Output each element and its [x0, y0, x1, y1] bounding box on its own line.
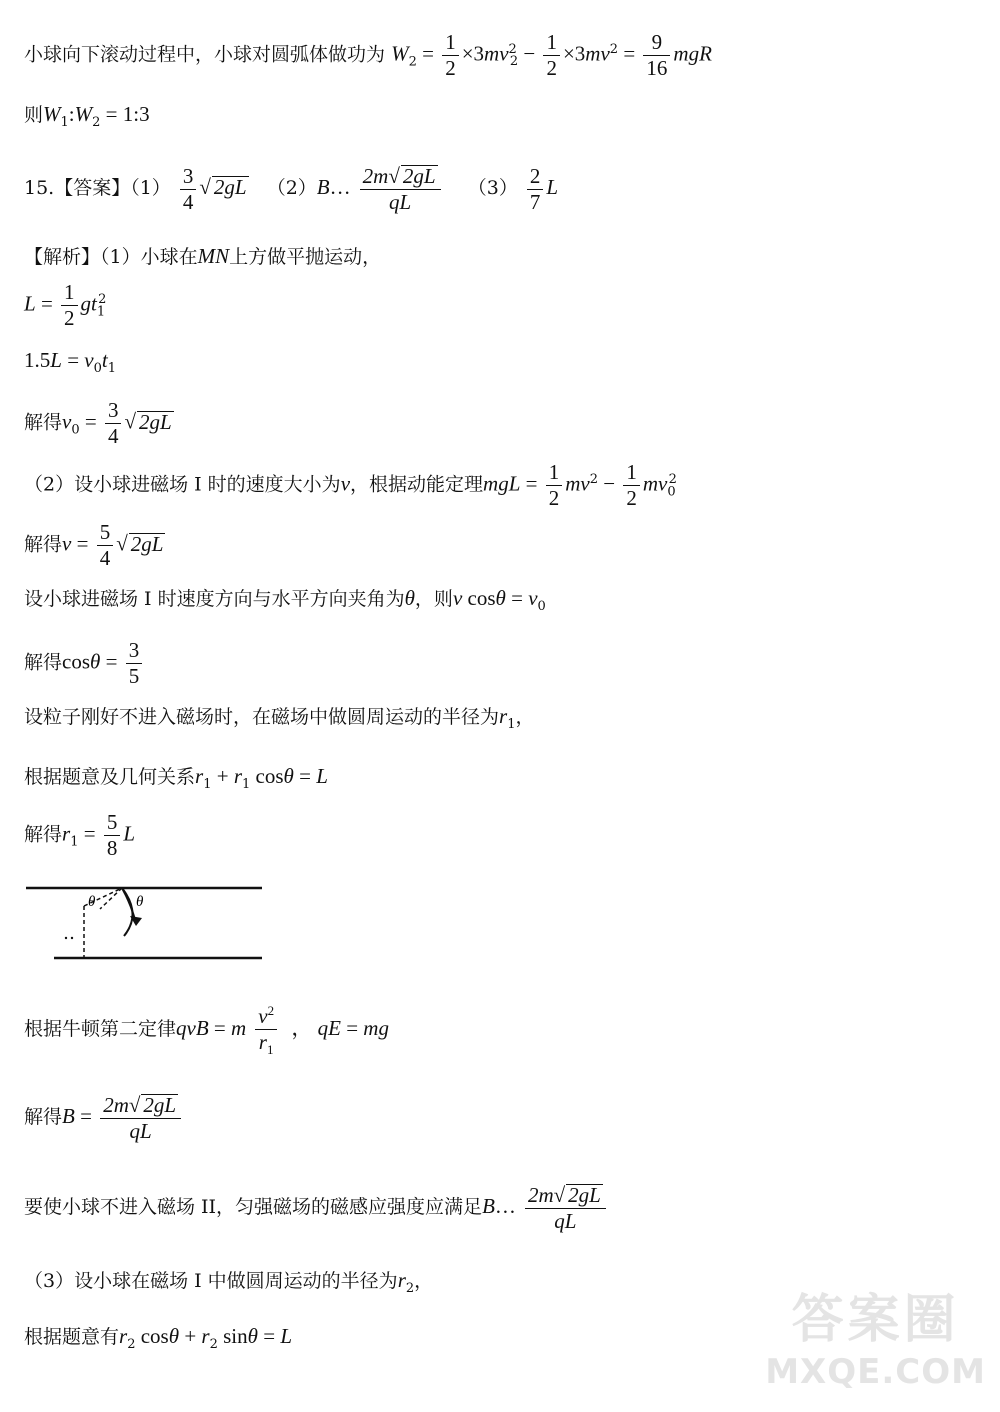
- solve-v: 解得v = $\frac{5}{4}$ √ 2gL: [24, 520, 164, 570]
- solve-B: 解得B = $\frac{2m√ 2gL}{qL}$: [24, 1094, 184, 1142]
- r1-line: 设粒子刚好不进入磁场时，在磁场中做圆周运动的半径为$r_1$，: [24, 704, 535, 732]
- eq-15L: $1.5L = v_0t_1$: [24, 348, 117, 376]
- solve-v0: 解得$v_0$ = $\frac{3}{4}$ √ 2gL: [24, 398, 172, 448]
- eq-L: L = $\frac{1}{2}$ $gt_1^2$: [24, 280, 107, 330]
- analysis-1: 【解析】（1）小球在MN上方做平抛运动，: [24, 244, 382, 268]
- last-line: 根据题意有$r_2$ $\cos\theta + r_2$ sinθ = L: [24, 1324, 292, 1352]
- newton-line: 根据牛顿第二定律qvB = m $\frac{v^2}{r_1}$ ， qE = mg: [24, 1003, 389, 1058]
- figure-theta-right: θ: [136, 894, 144, 910]
- watermark-url: MXQE.COM: [765, 1352, 986, 1392]
- angle-line: 设小球进磁场 I 时速度方向与水平方向夹角为θ，则v $\cos\theta = v_0$: [24, 586, 546, 614]
- solve-cos: 解得cosθ = $\frac{3}{5}$: [24, 640, 145, 687]
- watermark-logo: 答案圈: [791, 1290, 960, 1350]
- figure-theta-left: θ: [88, 894, 96, 910]
- solve-r1: 解得$r_1$ = $\frac{5}{8}$ L: [24, 810, 136, 860]
- answer-line: 15.【答案】（1） $\frac{3}{4}$ √ 2gL （2）B… $\frac{2m√ 2gL}{qL}$ （3） $\frac{2}{7}$ L: [24, 163, 559, 214]
- geom-line: 根据题意及几何关系$r_1 + r_1$ cosθ = L: [24, 764, 328, 792]
- work-line: 小球向下滚动过程中，小球对圆弧体做功为 $W_2$ = $\frac{1}{2}$ $\times 3mv^2_2$ − $\frac{1}{2}$ $\times 3mv^2$ = $\frac{9}{16}$ mgR: [24, 30, 712, 80]
- part3-line: （3）设小球在磁场 I 中做圆周运动的半径为$r_2$，: [24, 1268, 434, 1296]
- watermark: [765, 1277, 986, 1392]
- ratio-line: 则$W_1:W_2$ = 1:3: [24, 102, 150, 130]
- part2-intro: （2）设小球进磁场 I 时的速度大小为v，根据动能定理mgL = $\frac{1}{2}$ $mv^2$ − $\frac{1}{2}$ $mv_0^2$: [24, 460, 677, 510]
- require-line: 要使小球不进入磁场 II，匀强磁场的磁感应强度应满足B… $\frac{2m√ 2gL}{qL}$: [24, 1184, 609, 1232]
- geometry-figure: [24, 876, 274, 972]
